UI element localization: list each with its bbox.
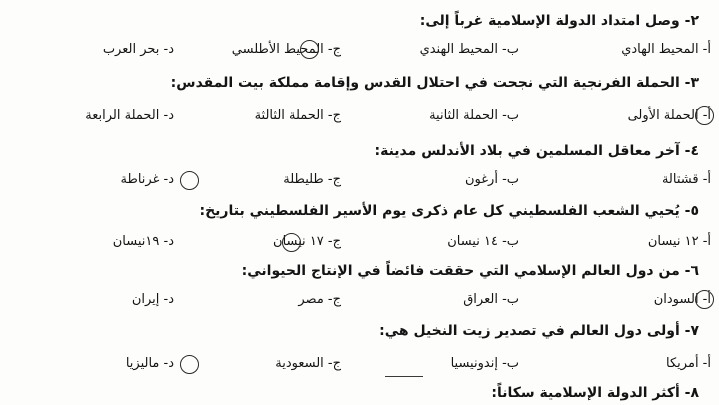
option-c: ج- ١٧ نيسان — [273, 234, 341, 249]
question-4-options — [0, 170, 719, 190]
underline-mark — [385, 376, 423, 377]
question-5: ٥- يُحيي الشعب الفلسطيني كل عام ذكرى يوم الأسير الفلسطيني بتاريخ: — [199, 203, 699, 219]
option-b: ب- ١٤ نيسان — [447, 234, 519, 249]
option-a: أ- الحملة الأولى — [627, 108, 711, 123]
option-a: أ- أمريكا — [666, 356, 711, 371]
option-d: د- إيران — [131, 292, 174, 307]
option-a: أ- المحيط الهادي — [621, 42, 711, 57]
option-d: د- غرناطة — [120, 172, 174, 187]
question-2: ٢- وصل امتداد الدولة الإسلامية غرباً إلى: — [419, 13, 699, 29]
option-b: ب- إندونيسيا — [450, 356, 519, 371]
question-6: ٦- من دول العالم الإسلامي التي حققت فائضاً في الإنتاج الحيواني: — [241, 263, 699, 279]
option-d: د- ماليزيا — [125, 356, 174, 371]
option-b: ب- العراق — [463, 292, 519, 307]
option-b: ب- الحملة الثانية — [429, 108, 519, 123]
question-3: ٣- الحملة الفرنجية التي نجحت في احتلال القدس وإقامة مملكة بيت المقدس: — [170, 75, 699, 91]
option-a: أ- السودان — [653, 292, 711, 307]
question-5-options — [0, 232, 719, 252]
option-a: أ- قشتالة — [661, 172, 711, 187]
option-c: ج- المحيط الأطلسي — [231, 42, 341, 57]
option-c: ج- طليطلة — [283, 172, 341, 187]
option-a: أ- ١٢ نيسان — [647, 234, 711, 249]
question-7: ٧- أولى دول العالم في تصدير زيت النخيل هي: — [379, 323, 699, 339]
option-c: ج- مصر — [298, 292, 341, 307]
option-c: ج- الحملة الثالثة — [254, 108, 341, 123]
question-6-options — [0, 290, 719, 310]
option-d: د- بحر العرب — [102, 42, 174, 57]
question-4: ٤- آخر معاقل المسلمين في بلاد الأندلس مدينة: — [374, 143, 699, 159]
option-c: ج- السعودية — [275, 356, 341, 371]
option-b: ب- أرغون — [464, 172, 519, 187]
option-d: د- الحملة الرابعة — [85, 108, 174, 123]
option-d: د- ١٩نيسان — [112, 234, 174, 249]
question-3-options — [0, 106, 719, 126]
option-b: ب- المحيط الهندي — [419, 42, 519, 57]
question-8: ٨- أكثر الدولة الإسلامية سكاناً: — [491, 385, 699, 401]
question-2-options — [0, 40, 719, 60]
question-7-options — [0, 354, 719, 374]
